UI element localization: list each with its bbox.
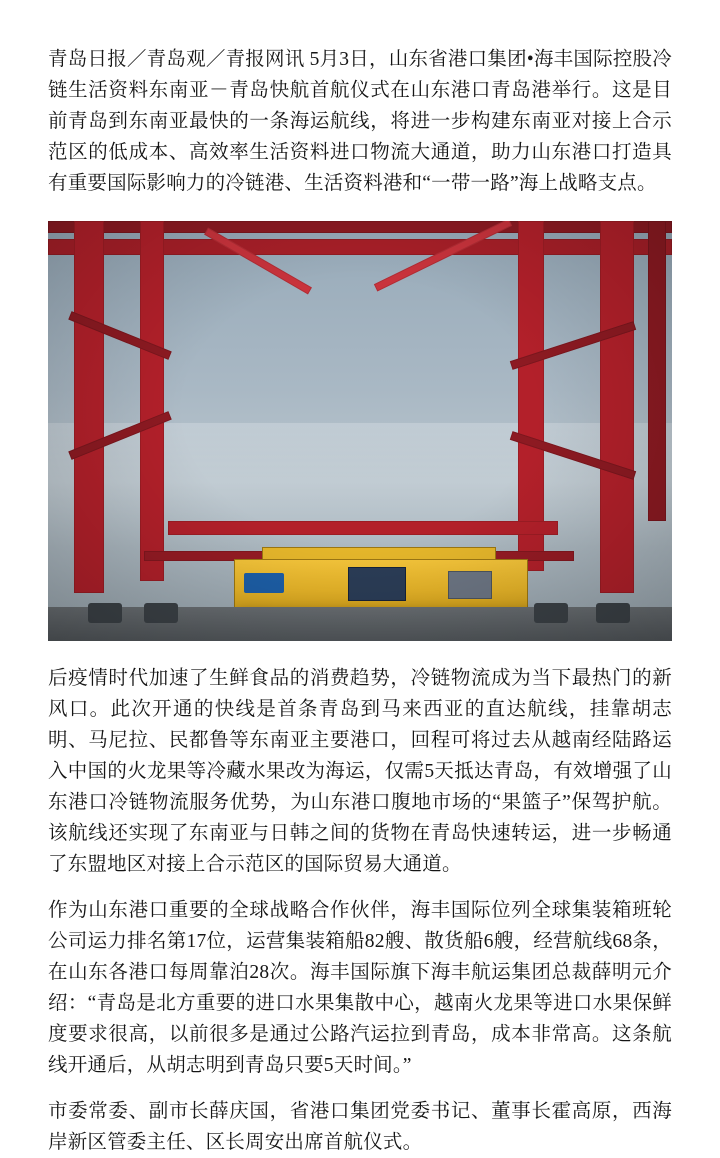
- article-paragraph-4: 市委常委、副市长薛庆国，省港口集团党委书记、董事长霍高原，西海岸新区管委主任、区长周安出席首航仪式。: [48, 1101, 672, 1153]
- crane-leg-right-inner: [518, 221, 544, 571]
- article-photo: [48, 221, 672, 641]
- crane-leg-right-outer: [600, 221, 634, 593]
- crane-wheel: [144, 603, 178, 623]
- article-paragraph-lead: 青岛日报／青岛观／青报网讯 5月3日，山东省港口集团•海丰国际控股冷链生活资料东南亚－青岛快航首航仪式在山东港口青岛港举行。这是目前青岛到东南亚最快的一条海运航线，将进一步构建东南亚对接上合示范区的低成本、高效率生活资料进口物流大通道，助力山东港口打造具有重要国际影响力的冷链港、生活资料港和“一带一路”海上战略支点。: [48, 49, 672, 194]
- article-paragraph-3: 作为山东港口重要的全球战略合作伙伴，海丰国际位列全球集装箱班轮公司运力排名第17位，运营集装箱船82艘、散货船6艘，经营航线68条，在山东各港口每周靠泊28次。海丰国际旗下海丰航运集团总裁薛明元介绍：“青岛是北方重要的进口水果集散中心，越南火龙果等进口水果保鲜度要求很高，以前很多是通过公路汽运拉到青岛，成本非常高。这条航线开通后，从胡志明到青岛只要5天时间。”: [48, 900, 672, 1076]
- crane-wheel: [88, 603, 122, 623]
- crane-wheel: [534, 603, 568, 623]
- crane-trolley-placard: [244, 573, 284, 593]
- crane-operator-cab: [348, 567, 406, 601]
- crane-gantry-rail: [168, 521, 558, 535]
- crane-leg-left-outer: [74, 221, 104, 593]
- crane-leg-left-inner: [140, 221, 164, 581]
- crane-leg-far-right: [648, 221, 666, 521]
- article-paragraph-2: 后疫情时代加速了生鲜食品的消费趋势，冷链物流成为当下最热门的新风口。此次开通的快线是首条青岛到马来西亚的直达航线，挂靠胡志明、马尼拉、民都鲁等东南亚主要港口，回程可将过去从越南经陆路运入中国的火龙果等冷藏水果改为海运，仅需5天抵达青岛，有效增强了山东港口冷链物流服务优势，为山东港口腹地市场的“果篮子”保驾护航。该航线还实现了东南亚与日韩之间的货物在青岛快速转运，进一步畅通了东盟地区对接上合示范区的国际贸易大通道。: [48, 668, 672, 875]
- crane-wheel: [596, 603, 630, 623]
- crane-trolley-equipment-box: [448, 571, 492, 599]
- dock-floor: [48, 607, 672, 641]
